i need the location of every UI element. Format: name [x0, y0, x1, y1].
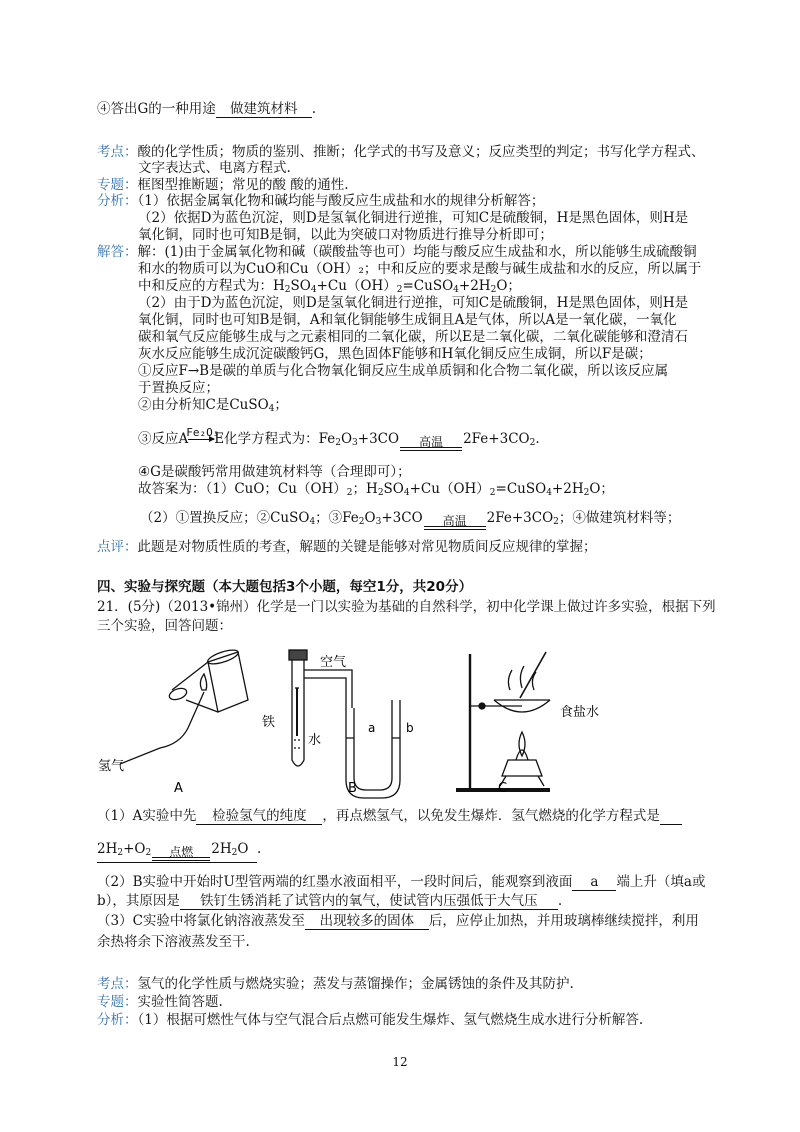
- jieda-line-4: [138, 294, 688, 312]
- text: +3CO: [381, 510, 423, 526]
- text: +O: [123, 841, 146, 857]
- text: ①反应F→B是碳的单质与化合物氧化铜反应生成单质铜和化合物二氧化碳，所以该反应属: [138, 363, 669, 379]
- dianping-label: 点评：: [97, 539, 138, 555]
- condition-equals: [400, 435, 462, 451]
- text: 灰水反应能够生成沉淀碳酸钙G，黑色固体F能够和H氧化铜反应生成铜，所以F是碳；: [138, 346, 652, 362]
- text: 框图型推断题；常见的酸 酸的通性.: [137, 177, 349, 193]
- fenxi-label: 分析：: [97, 193, 138, 209]
- jieda-block: [97, 243, 697, 261]
- text: ；: [274, 397, 288, 413]
- text: （1）根据可燃性气体与空气混合后点燃可能发生爆炸、氢气燃烧生成水进行分析解答.: [137, 1012, 644, 1028]
- text: 余热将余下溶液蒸发至干.: [97, 934, 250, 950]
- text: ；④做建筑材料等；: [558, 510, 681, 526]
- text: ④G是碳酸钙常用做建筑材料等（合理即可）；: [138, 464, 411, 480]
- answer-blank: 检验氢气的纯度: [196, 808, 322, 825]
- page-number: 12: [392, 1055, 408, 1069]
- text: 实验性简答题.: [137, 994, 223, 1010]
- text: =CuSO: [402, 278, 454, 294]
- after-kaodian: [97, 975, 574, 993]
- apparatus-c: [456, 652, 550, 790]
- zhuanti-label: 专题：: [97, 177, 138, 193]
- jieda-line-8: [138, 362, 668, 380]
- equation-answer: $2H_2+O_2$ 点燃 $2H_2O$: [97, 840, 257, 863]
- text: 碳和氧气反应能够生成与之元素相同的二氧化碳，所以E是二氧化碳，二氧化碳能够和澄清石: [138, 329, 688, 345]
- text: 文字表达式、电离方程式.: [138, 160, 291, 176]
- apparatus-a: [120, 647, 248, 764]
- label-salt-water: 食盐水: [560, 705, 600, 720]
- jieda-line-9: [138, 379, 219, 397]
- q21-part-1: [97, 807, 682, 825]
- label-b: b: [406, 721, 414, 735]
- condition-label: 高温: [442, 514, 467, 528]
- kaodian-label: 考点：: [97, 976, 138, 992]
- q21-part-3: [97, 912, 699, 930]
- arrow-label: Fe₂O₃: [186, 426, 220, 439]
- jieda-line-7: [138, 345, 652, 363]
- gudaan-line-2: （2）①置换反应；②CuSO$_4$；$③Fe_2O_3+3CO$ 高温 $2Fe+3CO_2$；④做建筑材料等；: [140, 510, 681, 528]
- answer-blank-empty: [660, 808, 682, 825]
- label-water: 水: [308, 733, 322, 748]
- q21-part-3-line-2: [97, 933, 250, 951]
- reaction-line-3: ③反应A Fe₂O₃ E化学方程式为：$Fe_2O_3+3CO$ 高温 $2Fe+3CO_2$.: [138, 426, 540, 449]
- q21-stem-line-2: [97, 617, 232, 635]
- text: ④答出G的一种用途: [97, 101, 216, 117]
- caption-a: A: [174, 781, 183, 796]
- text: ②由分析知C是CuSO: [138, 397, 269, 413]
- text: 后，应停止加热，并用玻璃棒继续搅拌，利用: [428, 913, 699, 929]
- caption-b: B: [348, 781, 357, 796]
- text: .: [257, 841, 262, 857]
- fenxi-block: [97, 192, 544, 210]
- apparatus-b: [289, 650, 400, 798]
- section-title: 四、实验与探究题（本大题包括3个小题，每空1分，共20分）: [97, 579, 473, 595]
- text: b），其原因是: [97, 893, 180, 909]
- reaction-arrow: [186, 426, 220, 440]
- text: 2H: [97, 841, 118, 857]
- text: .: [311, 101, 317, 117]
- condition-equals: [152, 845, 210, 861]
- text: （2）由于D为蓝色沉淀，则D是氢氧化铜进行逆推，可知C是硫酸铜，H是黑色固体，则H是: [138, 295, 689, 311]
- text: +Cu（OH）: [316, 278, 397, 294]
- text: 氧化铜，同时也可知B是铜，以此为突破口对物质进行推导分析即可；: [138, 227, 553, 243]
- jieda-line-12: [138, 463, 411, 481]
- zhuanti-label: 专题：: [97, 994, 138, 1010]
- answer-blank: 出现较多的固体: [305, 913, 429, 930]
- text: 故答案为：（1）CuO；Cu（OH）: [138, 481, 347, 497]
- jieda-line-3: 中和反应的方程式为：$H_2SO_4+Cu(OH)_2=CuSO_4+2H_2O$；: [138, 278, 521, 295]
- jieda-line-5: [138, 311, 677, 329]
- text: O: [237, 841, 249, 857]
- label-hydrogen: 氢气: [98, 759, 125, 774]
- kaodian-line-2: [138, 159, 291, 177]
- jieda-line-10: ②由分析知C是CuSO$_4$；: [138, 397, 288, 414]
- text: ③反应A: [138, 431, 189, 447]
- text: 氢气的化学性质与燃烧实验；蒸发与蒸馏操作；金属锈蚀的条件及其防护.: [137, 976, 574, 992]
- text: O；: [496, 278, 521, 294]
- kaodian-label: 考点：: [97, 144, 138, 160]
- text: （3）C实验中将氯化钠溶液蒸发至: [97, 913, 305, 929]
- text: ；H: [352, 481, 378, 497]
- gudaan-line-1: 故答案为：（1）CuO；$Cu(OH)_2$；$H_2SO_4+Cu(OH)_2=CuSO_4+2H_2O$；: [138, 481, 614, 498]
- q21-equation: [97, 840, 261, 863]
- text: 2H: [211, 841, 232, 857]
- q21-part-2-line-2: [97, 892, 562, 910]
- text: 解：(1)由于金属氧化物和碱（碳酸盐等也可）均能与酸反应生成盐和水，所以能够生成硫酸铜: [137, 244, 697, 260]
- text: .: [535, 431, 540, 447]
- q21-part-2: [97, 873, 705, 891]
- text: SO: [290, 278, 311, 294]
- after-fenxi: [97, 1011, 643, 1029]
- text: O；: [589, 481, 614, 497]
- text: ；③Fe: [315, 510, 359, 526]
- text: 三个实验，回答问题：: [97, 618, 232, 634]
- text: +2H: [458, 278, 491, 294]
- text: 中和反应的方程式为：H: [138, 278, 285, 294]
- text: 氧化铜，同时也可知B是铜，A和氧化铜能够生成铜且A是气体，所以A是一氧化碳，一氧化: [138, 312, 677, 328]
- text: （2）①置换反应；②CuSO: [140, 510, 310, 526]
- text: 酸的化学性质；物质的鉴别、推断；化学式的书写及意义；反应类型的判定；书写化学方程式、: [137, 144, 705, 160]
- label-a: a: [368, 721, 376, 735]
- answer-line-q4: [97, 100, 316, 118]
- caption-c: C: [498, 781, 508, 796]
- text: O: [340, 431, 353, 447]
- text: 端上升（填a或: [616, 874, 706, 890]
- condition-label: 点燃: [169, 845, 194, 859]
- text: +3CO: [357, 431, 400, 447]
- text: （1）依据金属氧化物和碱均能与酸反应生成盐和水的规律分析解答；: [137, 193, 545, 209]
- text: ，再点燃氢气，以免发生爆炸．氢气燃烧的化学方程式是: [322, 808, 660, 824]
- fenxi-line-2: [138, 209, 688, 227]
- condition-equals: [424, 514, 486, 530]
- dianping-block: [97, 538, 597, 556]
- text: 2Fe+3CO: [486, 510, 554, 526]
- label-iron: 铁: [262, 715, 276, 730]
- text: 21．(5分)（2013•锦州）化学是一门以实验为基础的自然科学，初中化学课上做过许多实验，根据下列: [97, 599, 716, 615]
- text: E化学方程式为：Fe: [214, 431, 336, 447]
- jieda-label: 解答：: [97, 244, 138, 260]
- text: =CuSO: [495, 481, 547, 497]
- after-zhuanti: [97, 993, 223, 1011]
- text: （2）B实验中开始时U型管两端的红墨水液面相平，一段时间后，能观察到液面: [97, 874, 573, 890]
- text: 于置换反应；: [138, 380, 219, 396]
- text: SO: [383, 481, 404, 497]
- text: （1）A实验中先: [97, 808, 197, 824]
- text: 和水的物质可以为CuO和Cu（OH）₂；中和反应的要求是酸与碱生成盐和水的反应，所以属于: [138, 261, 702, 277]
- text: （2）依据D为蓝色沉淀，则D是氢氧化铜进行逆推，可知C是硫酸铜，H是黑色固体，则H是: [138, 210, 689, 226]
- answer-blank: a: [572, 874, 616, 891]
- q21-stem-line-1: [97, 598, 716, 616]
- fenxi-line-3: [138, 226, 553, 244]
- text: O: [364, 510, 376, 526]
- experiment-figure: [90, 640, 650, 800]
- text: +Cu（OH）: [409, 481, 490, 497]
- answer-blank: 做建筑材料: [216, 101, 312, 118]
- condition-label: 高温: [419, 435, 444, 449]
- jieda-line-2: [138, 260, 701, 278]
- label-air: 空气: [320, 655, 347, 670]
- text: 此题是对物质性质的考查，解题的关键是能够对常见物质间反应规律的掌握；: [137, 539, 597, 555]
- jieda-line-6: [138, 328, 688, 346]
- text: .: [557, 893, 563, 909]
- text: 2Fe+3CO: [463, 431, 530, 447]
- answer-blank: 铁钉生锈消耗了试管内的氧气，使试管内压强低于大气压: [180, 893, 558, 910]
- fenxi-label: 分析：: [97, 1012, 138, 1028]
- text: +2H: [551, 481, 584, 497]
